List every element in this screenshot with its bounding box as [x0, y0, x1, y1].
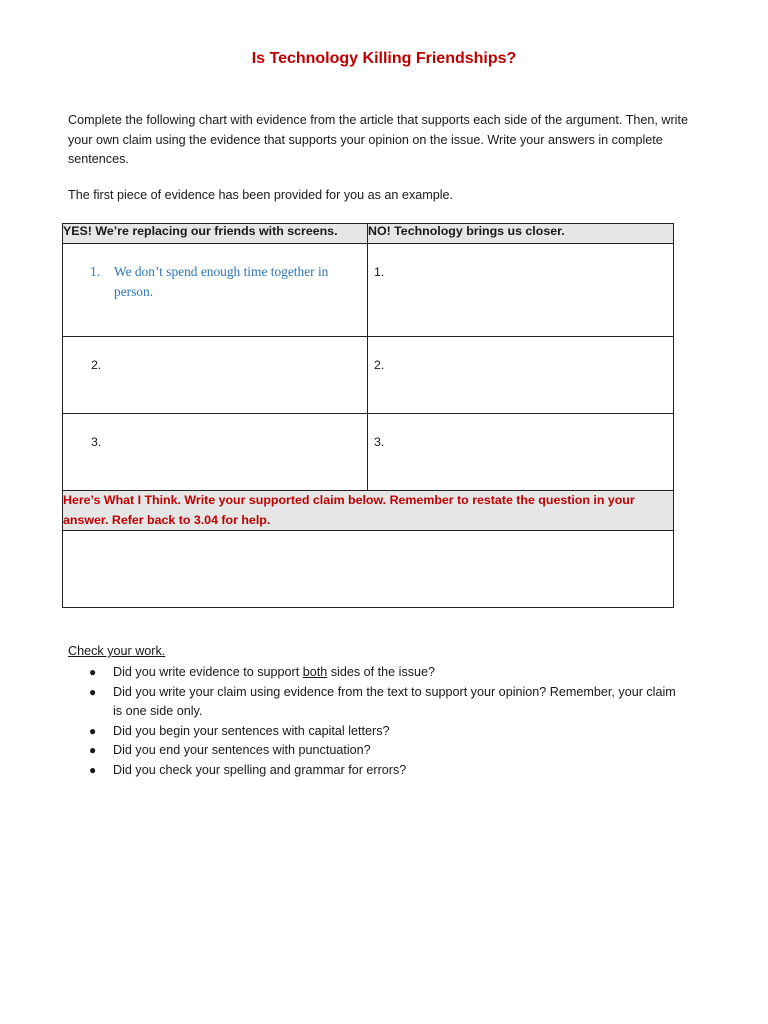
no-evidence-3-cell[interactable] [368, 414, 674, 491]
no-column-header: NO! Technology brings us closer. [368, 224, 674, 244]
no-evidence-3-number: 3. [374, 435, 385, 449]
checklist-item-text: Did you write your claim using evidence from the text to support your opinion? Remember, your claim is one side only. [113, 684, 676, 718]
claim-prompt: Here’s What I Think. Write your supported claim below. Remember to restate the question in your answer. Refer back to 3.04 for help. [63, 491, 674, 531]
no-evidence-1-number: 1. [374, 265, 385, 279]
instructions-paragraph: Complete the following chart with evidence from the article that supports each side of the argument. Then, write your own claim using the evidence that supports your opinion on the issue. Write your answers in complete sentences. [68, 113, 688, 166]
bullet-icon: ● [89, 723, 97, 738]
yes-evidence-3-number: 3. [91, 435, 102, 449]
example-note: The first piece of evidence has been provided for you as an example. [68, 188, 454, 202]
claim-answer-row [63, 531, 674, 608]
checklist-item-1-emphasis: both [302, 665, 328, 679]
claim-prompt-row [63, 491, 674, 531]
chart-header-row [63, 224, 674, 244]
yes-evidence-1-cell[interactable] [63, 244, 368, 337]
bullet-icon: ● [89, 665, 97, 679]
checklist-item-text: Did you begin your sentences with capital letters? [113, 723, 390, 738]
checklist-item [68, 663, 688, 683]
checklist-item [68, 761, 688, 781]
no-evidence-2-number: 2. [374, 358, 385, 372]
check-work-heading: Check your work. [68, 644, 166, 658]
example-evidence [90, 262, 360, 302]
evidence-chart [62, 223, 674, 608]
checklist-item-text: Did you check your spelling and grammar for errors? [113, 762, 407, 777]
checklist-item-1-before: Did you write evidence to support [113, 665, 303, 679]
no-evidence-1-cell[interactable] [368, 244, 674, 337]
evidence-row-1 [63, 244, 674, 337]
yes-evidence-2-cell[interactable] [63, 337, 368, 414]
checklist-item-text: Did you end your sentences with punctuation? [113, 743, 371, 757]
yes-evidence-2-number: 2. [91, 358, 102, 372]
example-text: We don’t spend enough time together in person. [114, 264, 329, 299]
checklist-item-1-after: sides of the issue? [327, 665, 436, 679]
checklist-item [68, 722, 688, 742]
evidence-row-3 [63, 414, 674, 491]
example-number: 1. [90, 264, 101, 279]
checklist-item [68, 741, 688, 761]
check-work-list [68, 663, 688, 780]
claim-answer-cell[interactable] [63, 531, 674, 608]
bullet-icon: ● [89, 684, 97, 699]
no-evidence-2-cell[interactable] [368, 337, 674, 414]
yes-evidence-3-cell[interactable] [63, 414, 368, 491]
bullet-icon: ● [89, 743, 97, 757]
yes-column-header: YES! We’re replacing our friends with screens. [63, 224, 368, 244]
evidence-row-2 [63, 337, 674, 414]
bullet-icon: ● [89, 762, 97, 777]
worksheet-title: Is Technology Killing Friendships? [251, 50, 517, 67]
checklist-item [68, 683, 688, 722]
